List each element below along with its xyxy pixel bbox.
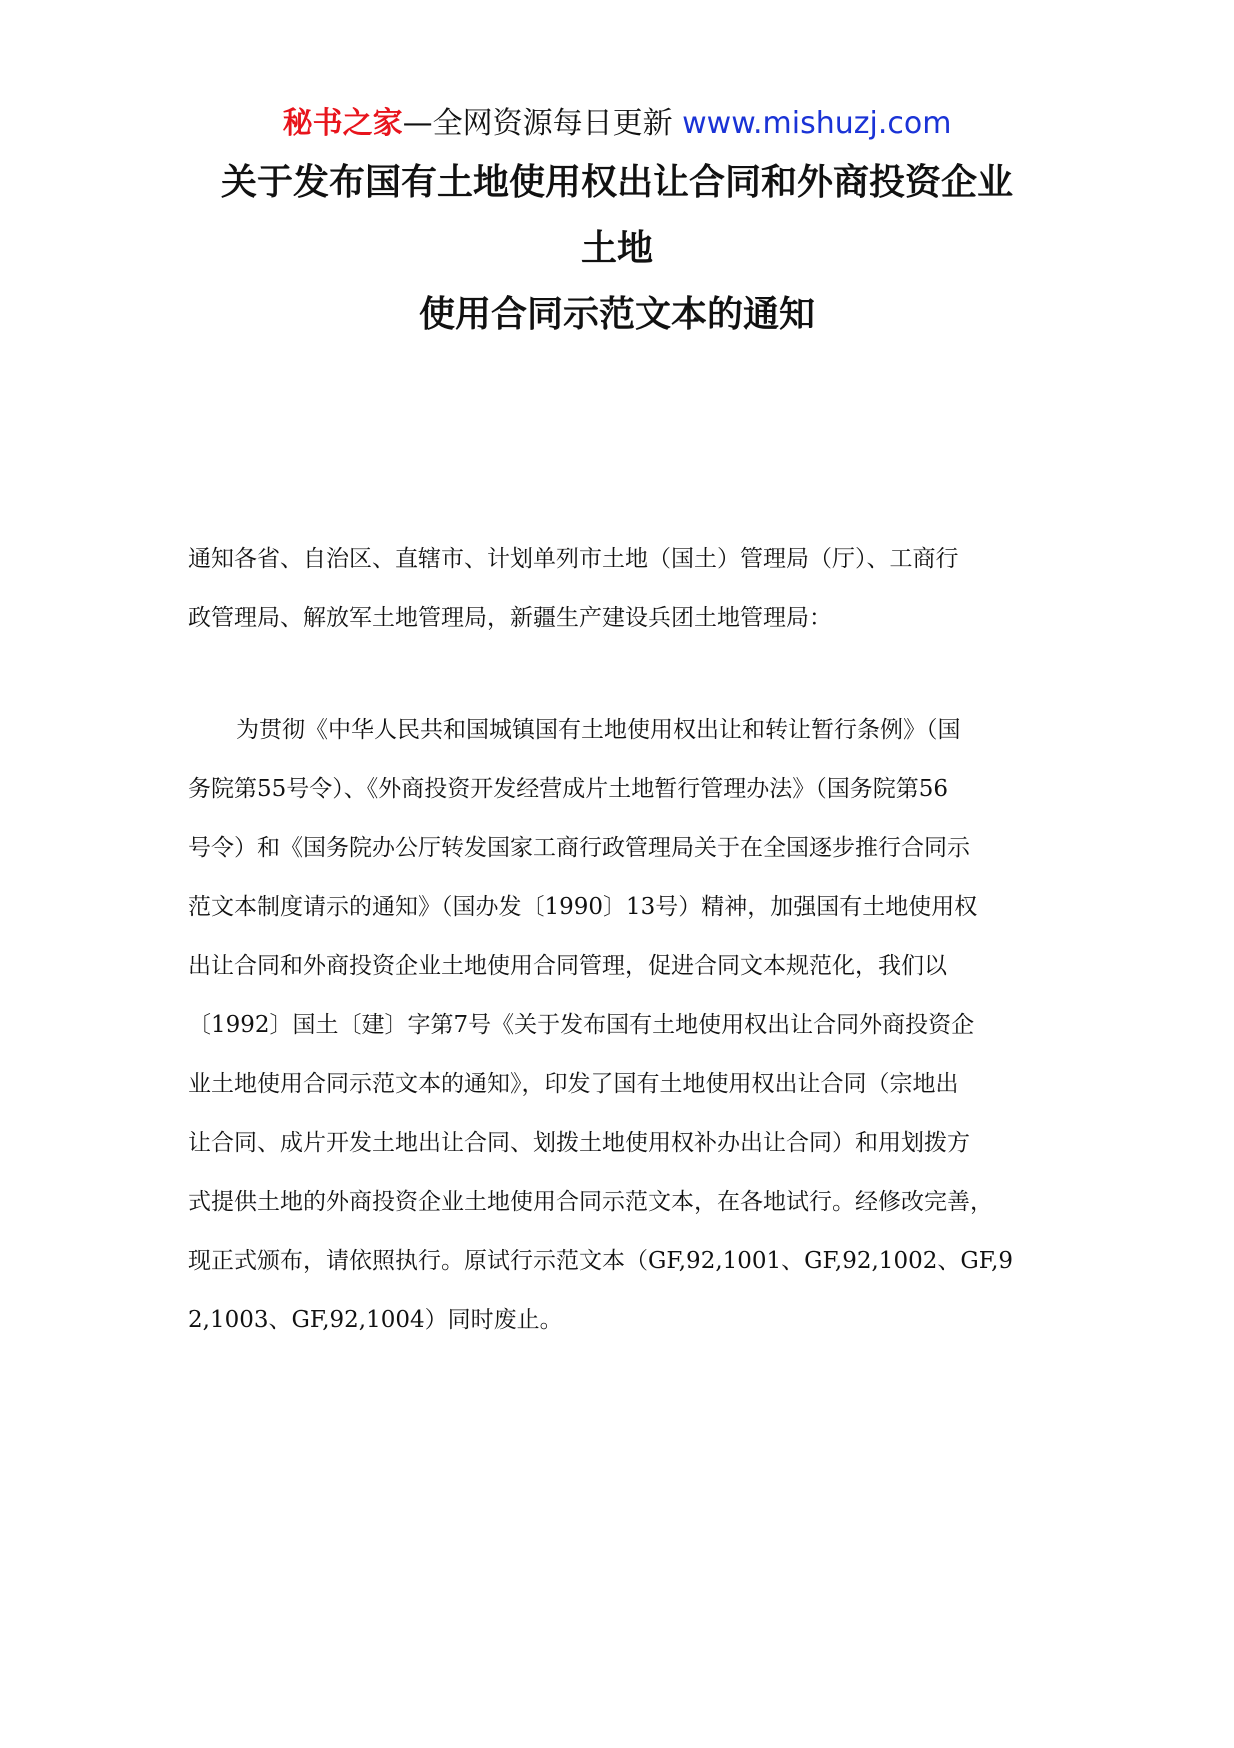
text-line: 式提供土地的外商投资企业土地使用合同示范文本，在各地试行。经修改完善， [188, 1189, 993, 1215]
site-header [0, 104, 1234, 144]
text-line: 务院第55号令）、《外商投资开发经营成片土地暂行管理办法》（国务院第56 [188, 776, 949, 802]
text-line: 出让合同和外商投资企业土地使用合同管理，促进合同文本规范化，我们以 [188, 953, 947, 979]
site-url: www.mishuzj.com [682, 106, 952, 141]
site-slogan: —全网资源每日更新 [402, 106, 673, 141]
title-line: 关于发布国有土地使用权出让合同和外商投资企业 [220, 162, 1013, 203]
text-line: 为贯彻《中华人民共和国城镇国有土地使用权出让和转让暂行条例》（国 [236, 717, 961, 743]
text-line: 〔1992〕国土〔建〕字第7号《关于发布国有土地使用权出让合同外商投资企 [188, 1012, 975, 1038]
text-line: 让合同、成片开发土地出让合同、划拨土地使用权补办出让合同）和用划拨方 [188, 1130, 970, 1156]
text-line: 范文本制度请示的通知》（国办发〔1990〕13号）精神，加强国有土地使用权 [188, 894, 978, 920]
title-line: 使用合同示范文本的通知 [418, 294, 815, 335]
text-line: 通知各省、自治区、直辖市、计划单列市土地（国土）管理局（厅）、工商行 [188, 546, 959, 572]
text-line: 业土地使用合同示范文本的通知》，印发了国有土地使用权出让合同（宗地出 [188, 1071, 959, 1097]
main-paragraph [188, 701, 1044, 1350]
title-line: 土地 [580, 228, 653, 269]
text-line: 号令）和《国务院办公厅转发国家工商行政管理局关于在全国逐步推行合同示 [188, 835, 970, 861]
text-line: 政管理局、解放军土地管理局，新疆生产建设兵团土地管理局： [188, 605, 832, 631]
brand-name: 秘书之家 [282, 106, 403, 141]
text-line: 现正式颁布，请依照执行。原试行示范文本（GF,92,1001、GF,92,1002、GF,9 [188, 1248, 1014, 1274]
text-line: 2,1003、GF,92,1004）同时废止。 [188, 1307, 563, 1333]
addressee-paragraph [188, 530, 1044, 648]
document-title [0, 150, 1234, 348]
